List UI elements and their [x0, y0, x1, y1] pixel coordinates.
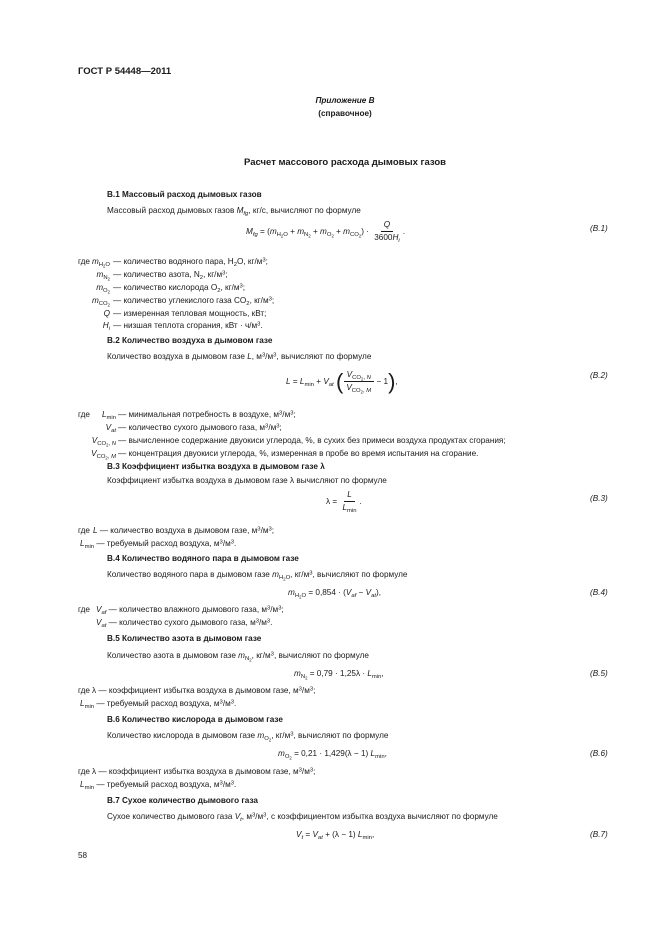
main-title: Расчет массового расхода дымовых газов: [244, 157, 446, 168]
where-term-lmin: $L_{min}$: [101, 410, 116, 422]
standard-header: ГОСТ Р 54448—2011: [78, 66, 172, 77]
section-intro-b6: Количество кислорода в дымовом газе $m_{O_2}$, $кг/м^3$, вычисляют по формуле: [107, 731, 389, 743]
section-heading-b5: В.5 Количество азота в дымовом газе: [107, 634, 262, 643]
appendix-title: Приложение В: [315, 96, 375, 105]
where-desc: λ — коэффициент избытка воздуха в дымовом газе, $м^3/м^3$;: [92, 686, 316, 695]
section-intro-b4: Количество водяного пара в дымовом газе $m_{H_2O}$, $кг/м^3$, вычисляют по формуле: [107, 570, 408, 582]
section-intro-b7: Сухое количество дымового газа $V_t$, $м^3/м^3$, с коэффициентом избытка воздуха вычисляют по формуле: [107, 812, 498, 824]
section-heading-b1: В.1 Массовый расход дымовых газов: [107, 190, 262, 199]
where-term-vat: $V_{at}$: [105, 423, 116, 435]
where-term-hi: $H_i$: [102, 321, 110, 333]
formula-b5: $m_{N_2} = 0,79 \cdot 1,25\lambda \cdot L_{min}$,: [294, 669, 384, 681]
equation-number-b6: (В.6): [590, 749, 608, 758]
where-term-mn2: $m_{N_2}$: [96, 270, 110, 282]
equation-number-b2: (В.2): [590, 371, 608, 380]
formula-b3: λ = $\frac{L}{L_{min}}$ .: [326, 490, 362, 515]
where-desc: L — количество воздуха в дымовом газе, $м^3/м^3$;: [93, 526, 275, 535]
where-desc: $L_{min}$ — требуемый расход воздуха, $м^3/м^3$.: [80, 699, 237, 711]
where-desc: — вычисленное содержание двуокиси углерода, %, в сухих без примеси воздуха продуктах сгорания;: [118, 436, 506, 445]
where-label: где: [78, 767, 90, 776]
formula-b6: $m_{O_2} = 0,21 \cdot 1,429(\lambda - 1)$ $L_{min}$,: [278, 749, 387, 761]
where-label: где: [78, 686, 90, 695]
formula-b1: $M_{fg} = (m_{H_2O} + m_{N_2} + m_{O_2} + m_{CO_2})$ · $\frac{Q}{3600H_i}$ .: [246, 220, 405, 245]
formula-b4: $m_{H_2O} = 0,854 \cdot (V_{af} - V_{at})$,: [288, 588, 382, 600]
where-term-mh2o: $m_{H_2O}$: [91, 257, 110, 269]
section-intro-b1: Массовый расход дымовых газов $M_{fg}$, кг/с, вычисляют по формуле: [107, 206, 361, 218]
where-desc: $V_{at}$ — количество сухого дымового газа, $м^3/м^3$.: [96, 618, 273, 630]
where-term-q: Q: [103, 309, 110, 318]
where-term-vco2m: $V_{CO_2, M}$: [91, 449, 116, 461]
equation-number-b1: (В.1): [590, 224, 608, 233]
where-desc: — концентрация двуокиси углерода, %, измеренная в пробе во время испытания на сгорание.: [118, 449, 479, 458]
where-desc: — количество водяного пара, $H_2O$, $кг/м^3$;: [113, 257, 268, 269]
equation-number-b7: (В.7): [590, 830, 608, 839]
where-label: где: [78, 410, 90, 419]
formula-b7: $V_t = V_{at} + (\lambda - 1)$ $L_{min}$,: [296, 830, 375, 842]
where-desc: $V_{af}$ — количество влажного дымового газа, $м^3/м^3$;: [96, 605, 284, 617]
where-desc: $L_{min}$ — требуемый расход воздуха, $м^3/м^3$.: [80, 539, 237, 551]
equation-number-b5: (В.5): [590, 669, 608, 678]
where-desc: — количество кислорода $O_2$, $кг/м^3$;: [113, 283, 246, 295]
where-desc: — минимальная потребность в воздухе, $м^3/м^3$;: [118, 410, 296, 419]
where-desc: — количество сухого дымового газа, $м^3/м^3$;: [118, 423, 282, 432]
section-heading-b6: В.6 Количество кислорода в дымовом газе: [107, 715, 283, 724]
section-heading-b7: В.7 Сухое количество дымового газа: [107, 796, 258, 805]
where-term-mo2: $m_{O_2}$: [96, 283, 110, 295]
section-heading-b2: В.2 Количество воздуха в дымовом газе: [107, 336, 273, 345]
where-desc: — низшая теплота сгорания, кВт · $ч/м^3$.: [113, 321, 263, 330]
section-intro-b3: Коэффициент избытка воздуха в дымовом газе λ вычисляют по формуле: [107, 476, 387, 485]
section-intro-b2: Количество воздуха в дымовом газе L, $м^3/м^3$, вычисляют по формуле: [107, 352, 372, 361]
appendix-subtitle: (справочное): [318, 109, 372, 118]
where-term-mco2: $m_{CO_2}$: [91, 296, 110, 308]
where-label: где: [78, 257, 90, 266]
where-label: где: [78, 605, 90, 614]
where-term-vco2n: $V_{CO_2, N}$: [91, 436, 116, 448]
section-heading-b4: В.4 Количество водяного пара в дымовом газе: [107, 554, 299, 563]
where-label: где: [78, 526, 90, 535]
where-desc: λ — коэффициент избытка воздуха в дымовом газе, $м^3/м^3$;: [92, 767, 316, 776]
equation-number-b4: (В.4): [590, 588, 608, 597]
where-desc: — количество углекислого газа $CO_2$, $кг/м^3$;: [113, 296, 275, 308]
where-desc: — измеренная тепловая мощность, кВт;: [113, 309, 267, 318]
where-desc: $L_{min}$ — требуемый расход воздуха, $м^3/м^3$.: [80, 780, 237, 792]
where-desc: — количество азота, $N_2$, $кг/м^3$;: [113, 270, 228, 282]
equation-number-b3: (В.3): [590, 494, 608, 503]
formula-b2: $L = L_{min} + V_{at}$ ( $\frac{V_{CO_2, N}}{V_{CO_2, M}}$ − 1),: [286, 368, 398, 395]
page-number: 58: [78, 851, 88, 860]
section-heading-b3: В.3 Коэффициент избытка воздуха в дымовом газе λ: [107, 462, 325, 471]
section-intro-b5: Количество азота в дымовом газе $m_{N_2}$, $кг/м^3$, вычисляют по формуле: [107, 651, 369, 663]
